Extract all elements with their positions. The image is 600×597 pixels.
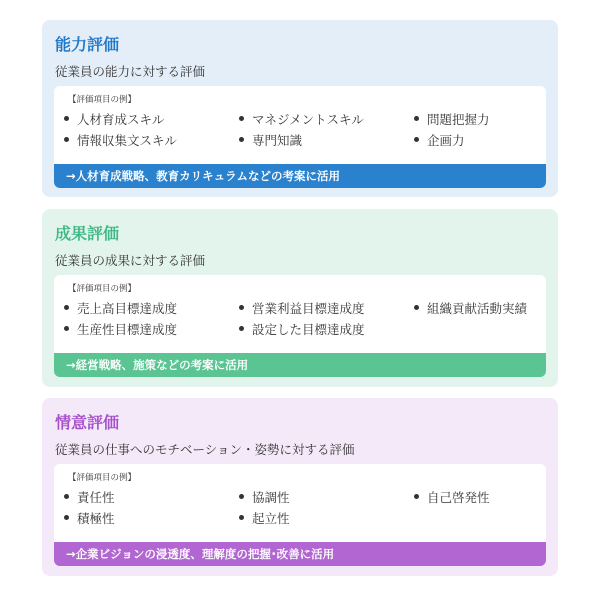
bullet-icon [239,137,244,142]
list-item: 人材育成スキル [64,111,164,129]
card-title: 成果評価 [55,224,120,243]
examples-label: 【評価項目の例】 [68,95,137,105]
list-item: 起立性 [239,510,290,528]
bullet-icon [239,305,244,310]
bullet-icon [64,137,69,142]
bullet-icon [64,326,69,331]
list-item: 組織貢献活動実績 [414,300,527,318]
list-item: 自己啓発性 [414,489,490,507]
examples-panel [54,275,546,377]
list-item: 企画力 [414,132,465,150]
card-description: 従業員の仕事へのモチベーション・姿勢に対する評価 [55,442,355,457]
list-item: 問題把握力 [414,111,490,129]
bullet-icon [239,515,244,520]
examples-panel [54,86,546,188]
list-item: 積極性 [64,510,115,528]
card-description: 従業員の能力に対する評価 [55,64,206,79]
bullet-icon [239,494,244,499]
examples-label: 【評価項目の例】 [68,473,137,483]
bullet-icon [239,326,244,331]
card-title: 情意評価 [55,413,120,432]
list-item: 営業利益目標達成度 [239,300,365,318]
card-attitude [42,398,558,576]
card-title: 能力評価 [55,35,120,54]
bullet-icon [64,305,69,310]
list-item: マネジメントスキル [239,111,364,129]
list-item: 情報収集文スキル [64,132,177,150]
bullet-icon [414,305,419,310]
list-item: 設定した目標達成度 [239,321,365,339]
usage-banner: →経営戦略、施策などの考案に活用 [54,353,546,377]
usage-banner: →人材育成戦略、教育カリキュラムなどの考案に活用 [54,164,546,188]
examples-label: 【評価項目の例】 [68,284,137,294]
bullet-icon [64,116,69,121]
bullet-icon [414,494,419,499]
card-ability [42,20,558,197]
bullet-icon [64,494,69,499]
list-item: 協調性 [239,489,290,507]
examples-panel [54,464,546,566]
list-item: 専門知識 [239,132,302,150]
list-item: 責任性 [64,489,115,507]
usage-banner: →企業ビジョンの浸透度、理解度の把握･改善に活用 [54,542,546,566]
list-item: 売上高目標達成度 [64,300,177,318]
bullet-icon [414,116,419,121]
bullet-icon [239,116,244,121]
bullet-icon [64,515,69,520]
card-description: 従業員の成果に対する評価 [55,253,206,268]
list-item: 生産性目標達成度 [64,321,177,339]
bullet-icon [414,137,419,142]
card-performance [42,209,558,387]
